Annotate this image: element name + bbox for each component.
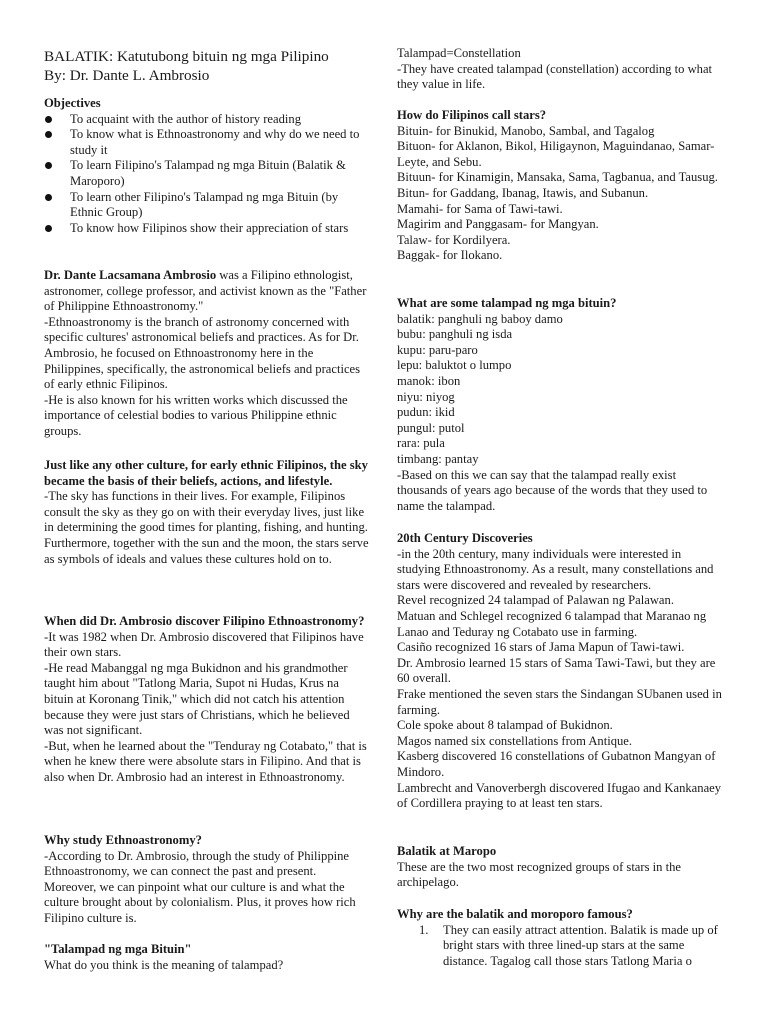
maropo-body: These are the two most recognized groups of stars in the archipelago. (397, 859, 681, 890)
discoveries-section (397, 531, 727, 812)
objectives-heading: Objectives (44, 96, 101, 110)
list-item (44, 221, 369, 237)
author-line: By: Dr. Dante L. Ambrosio (44, 67, 210, 84)
objectives-section (44, 96, 369, 236)
talampad-heading: "Talampad ng mga Bituin" (44, 942, 192, 956)
why-study-section (44, 833, 369, 927)
sky-heading: Just like any other culture, for early ethnic Filipinos, the sky became the basis of their beliefs, actions, and lifestyle. (44, 458, 368, 488)
list-item-text: To learn Filipino's Talampad ng mga Bituin (Balatik & Maroporo) (70, 158, 346, 188)
famous-list (397, 923, 727, 970)
bullet-icon (45, 131, 52, 138)
list-item: Bituon- for Aklanon, Bikol, Hiligaynon, Maguindanao, Samar-Leyte, and Sebu. (397, 139, 715, 169)
sky-body: -The sky has functions in their lives. For example, Filipinos consult the sky as they go on with their everyday lives, just like in determining the good times for planting, fishing, and hunting. Furthermore, together with the sun and the moon, the stars serve as symbols of ideals and values these cultures hold on to. (44, 489, 369, 566)
list-item: Mamahi- for Sama of Tawi-tawi. (397, 201, 563, 216)
call-stars-heading: How do Filipinos call stars? (397, 108, 547, 122)
when-paragraph-1: -It was 1982 when Dr. Ambrosio discovered that Filipinos have their own stars. (44, 629, 364, 660)
maropo-section (397, 844, 727, 891)
list-item: Magos named six constellations from Antique. (397, 733, 633, 748)
list-item: Kasberg discovered 16 constellations of Gubatnon Mangyan of Mindoro. (397, 749, 716, 779)
list-item: kupu: paru-paro (397, 342, 478, 357)
list-item-text: To know what is Ethnoastronomy and why do we need to study it (70, 127, 360, 157)
list-item: manok: ibon (397, 373, 461, 388)
when-heading: When did Dr. Ambrosio discover Filipino Ethnoastronomy? (44, 614, 365, 628)
when-paragraph-2: -He read Mabanggal ng mga Bukidnon and his grandmother taught him about "Tatlong Maria, Supot ni Hudas, Krus na bituin at Koronang Tinik," which did not catch his attention because they were just stars of Christians, which he believed was not significant. (44, 660, 350, 738)
bio-section (44, 268, 369, 440)
bullet-icon (45, 194, 52, 201)
list-item: lepu: baluktot o lumpo (397, 358, 512, 373)
discoveries-heading: 20th Century Discoveries (397, 531, 533, 545)
list-item: Lambrecht and Vanoverbergh discovered Ifugao and Kankanaey of Cordillera praying to at least ten stars. (397, 780, 722, 811)
maropo-heading: Balatik at Maropo (397, 844, 497, 858)
list-item-text: To learn other Filipino's Talampad ng mga Bituin (by Ethnic Group) (70, 189, 339, 220)
list-item: balatik: panghuli ng baboy damo (397, 311, 563, 326)
list-item: Magirim and Panggasam- for Mangyan. (397, 217, 599, 232)
title-line: BALATIK: Katutubong bituin ng mga Pilipino (44, 48, 329, 65)
list-item: timbang: pantay (397, 451, 479, 466)
bio-intro: was a Filipino ethnologist, astronomer, college professor, and activist known as the "Father of Philippine Ethnoastronomy." (44, 268, 367, 314)
list-item: niyu: niyog (397, 389, 455, 404)
bullet-icon (45, 162, 52, 169)
bullet-icon (45, 225, 52, 232)
when-section (44, 614, 369, 786)
famous-section (397, 907, 727, 969)
discoveries-intro: -in the 20th century, many individuals were interested in studying Ethnoastronomy. As a result, many constellations and stars were discovered and revealed by researchers. (397, 546, 714, 592)
list-item-text: To know how Filipinos show their appreciation of stars (70, 220, 349, 235)
talampad-section (44, 942, 369, 973)
talampad-question: What do you think is the meaning of talampad? (44, 957, 284, 972)
list-item: pungul: putol (397, 420, 465, 435)
famous-heading: Why are the balatik and moroporo famous? (397, 907, 633, 921)
some-talampad-section (397, 296, 727, 514)
list-item (44, 127, 369, 158)
list-item: Casiño recognized 16 stars of Jama Mapun of Tawi-tawi. (397, 640, 685, 655)
list-item: Dr. Ambrosio learned 15 stars of Sama Tawi-Tawi, but they are 60 overall. (397, 655, 716, 686)
list-item: bubu: panghuli ng isda (397, 327, 513, 342)
bullet-icon (45, 116, 52, 123)
list-item: Baggak- for Ilokano. (397, 248, 503, 263)
ethnoastronomy-definition: -Ethnoastronomy is the branch of astronomy concerned with specific cultures' astronomical beliefs and practices. As for Dr. Ambrosio, he focused on Ethnoastronomy here in the Philippines, specifically, the astronomical beliefs and practices of early ethnic Filipinos. (44, 314, 361, 392)
some-talampad-note: -Based on this we can say that the talampad really exist thousands of years ago because of the words that they used to name the talampad. (397, 467, 708, 513)
list-item: Bituun- for Kinamigin, Mansaka, Sama, Tagbanua, and Tausug. (397, 170, 718, 185)
talampad-def-line: Talampad=Constellation (397, 46, 521, 60)
call-stars-section (397, 108, 727, 264)
sky-section (44, 458, 369, 567)
why-study-heading: Why study Ethnoastronomy? (44, 833, 202, 847)
list-item: Cole spoke about 8 talampad of Bukidnon. (397, 718, 613, 733)
why-study-body: -According to Dr. Ambrosio, through the study of Philippine Ethnoastronomy, we can connect the past and present. Moreover, we can pinpoint what our culture is and what the culture brought about by colonialism. Plus, it proves how rich Filipino culture is. (44, 848, 356, 925)
list-item: pudun: ikid (397, 405, 455, 420)
list-item: rara: pula (397, 436, 445, 451)
bio-name: Dr. Dante Lacsamana Ambrosio (44, 268, 217, 282)
when-paragraph-3: -But, when he learned about the "Tenduray ng Cotabato," that is when he knew there were absolute stars in Filipino. And that is also when Dr. Ambrosio had an interest in Ethnoastronomy. (44, 738, 367, 784)
list-item: Bitun- for Gaddang, Ibanag, Itawis, and Subanun. (397, 185, 649, 200)
list-item (397, 923, 727, 970)
talampad-note: -They have created talampad (constellation) according to what they value in life. (397, 61, 713, 92)
list-item (44, 112, 369, 128)
list-item: Matuan and Schlegel recognized 6 talampad that Maranao ng Lanao and Teduray ng Cotabato use in farming. (397, 608, 707, 639)
list-item-text: They can easily attract attention. Balatik is made up of bright stars with three lined-up stars at the same distance. Tagalog call those stars Tatlong Maria o (443, 922, 718, 968)
list-item: Talaw- for Kordilyera. (397, 232, 511, 247)
objectives-list (44, 112, 369, 237)
list-item-text: To acquaint with the author of history reading (70, 111, 301, 126)
list-number: 1. (419, 922, 429, 937)
bio-works: -He is also known for his written works which discussed the importance of celestial bodies to various Philippine ethnic groups. (44, 392, 348, 438)
list-item (44, 190, 369, 221)
talampad-definition (397, 46, 727, 93)
list-item: Bituin- for Binukid, Manobo, Sambal, and Tagalog (397, 123, 655, 138)
document-title (44, 47, 384, 85)
list-item: Frake mentioned the seven stars the Sindangan SUbanen used in farming. (397, 686, 722, 717)
list-item (44, 158, 369, 189)
some-talampad-heading: What are some talampad ng mga bituin? (397, 296, 617, 310)
bio-paragraph (44, 268, 369, 315)
list-item: Revel recognized 24 talampad of Palawan ng Palawan. (397, 593, 674, 608)
